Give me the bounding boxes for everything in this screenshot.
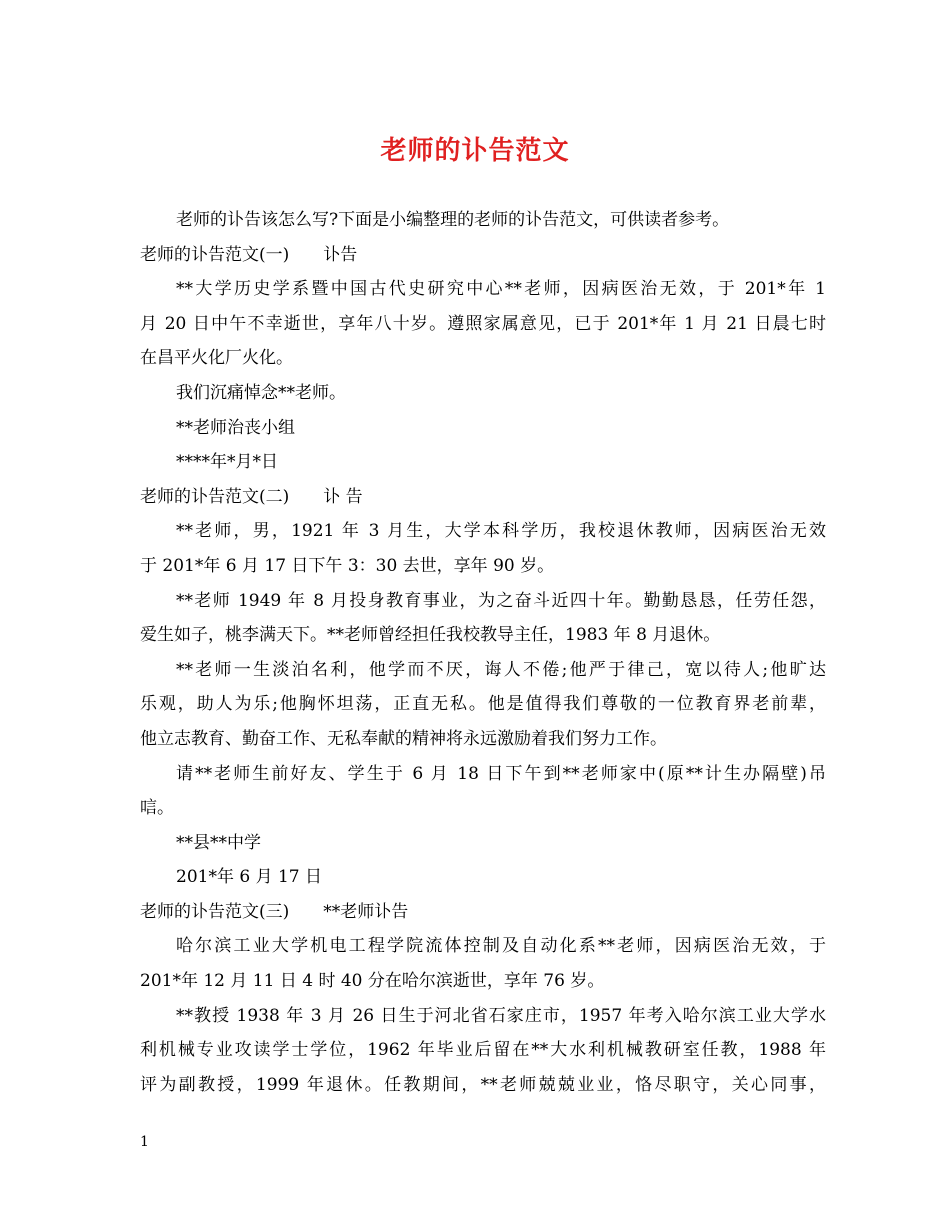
text-line: ****年*月*日 <box>176 452 278 473</box>
text-line: **县**中学 <box>176 832 261 853</box>
text-line: **老师一生淡泊名利，他学而不厌，诲人不倦;他严于律己，宽以待人;他旷达 <box>176 659 826 680</box>
text-line: **大学历史学系暨中国古代史研究中心**老师，因病医治无效，于 201*年 1 <box>176 279 826 300</box>
text-line: 于 201*年 6 月 17 日下午 3：30 去世，享年 90 岁。 <box>140 555 555 576</box>
text-line: 我们沉痛悼念**老师。 <box>176 382 346 403</box>
text-line: 老师的讣告范文(二) 讣 告 <box>140 486 363 507</box>
text-line: 爱生如子，桃李满天下。**老师曾经担任我校教导主任，1983 年 8 月退休。 <box>140 625 721 646</box>
document-body <box>140 203 826 1102</box>
text-line: **老师治丧小组 <box>176 417 295 438</box>
text-line: 评为副教授，1999 年退休。任教期间，**老师兢兢业业，恪尽职守，关心同事， <box>140 1074 826 1095</box>
text-line: 老师的讣告范文(三) **老师讣告 <box>140 901 409 922</box>
text-line: 唁。 <box>140 798 174 819</box>
text-line: 哈尔滨工业大学机电工程学院流体控制及自动化系**老师，因病医治无效，于 <box>176 936 826 957</box>
text-line: **老师 1949 年 8 月投身教育事业，为之奋斗近四十年。勤勤恳恳，任劳任怨， <box>176 590 826 611</box>
text-line: **老师，男，1921 年 3 月生，大学本科学历，我校退休教师，因病医治无效 <box>176 521 826 542</box>
text-line: **教授 1938 年 3 月 26 日生于河北省石家庄市，1957 年考入哈尔滨工业大学水 <box>176 1005 826 1026</box>
text-line: 老师的讣告范文(一) 讣告 <box>140 244 358 265</box>
page-number: 1 <box>140 1134 149 1150</box>
text-line: 201*年 12 月 11 日 4 时 40 分在哈尔滨逝世，享年 76 岁。 <box>140 971 605 992</box>
text-line: 201*年 6 月 17 日 <box>176 867 323 888</box>
text-line: 老师的讣告该怎么写?下面是小编整理的老师的讣告范文，可供读者参考。 <box>176 210 730 230</box>
text-line: 他立志教育、勤奋工作、无私奉献的精神将永远激励着我们努力工作。 <box>140 728 667 749</box>
text-line: 月 20 日中午不幸逝世，享年八十岁。遵照家属意见，已于 201*年 1 月 21 日晨七时 <box>140 313 826 334</box>
text-line: 在昌平火化厂火化。 <box>140 348 293 369</box>
text-line: 乐观，助人为乐;他胸怀坦荡，正直无私。他是值得我们尊敬的一位教育界老前辈， <box>140 694 826 715</box>
text-line: 利机械专业攻读学士学位，1962 年毕业后留在**大水利机械教研室任教，1988 年 <box>140 1040 826 1061</box>
document-title: 老师的讣告范文 <box>380 136 570 166</box>
text-line: 请**老师生前好友、学生于 6 月 18 日下午到**老师家中(原**计生办隔壁)吊 <box>176 763 826 784</box>
